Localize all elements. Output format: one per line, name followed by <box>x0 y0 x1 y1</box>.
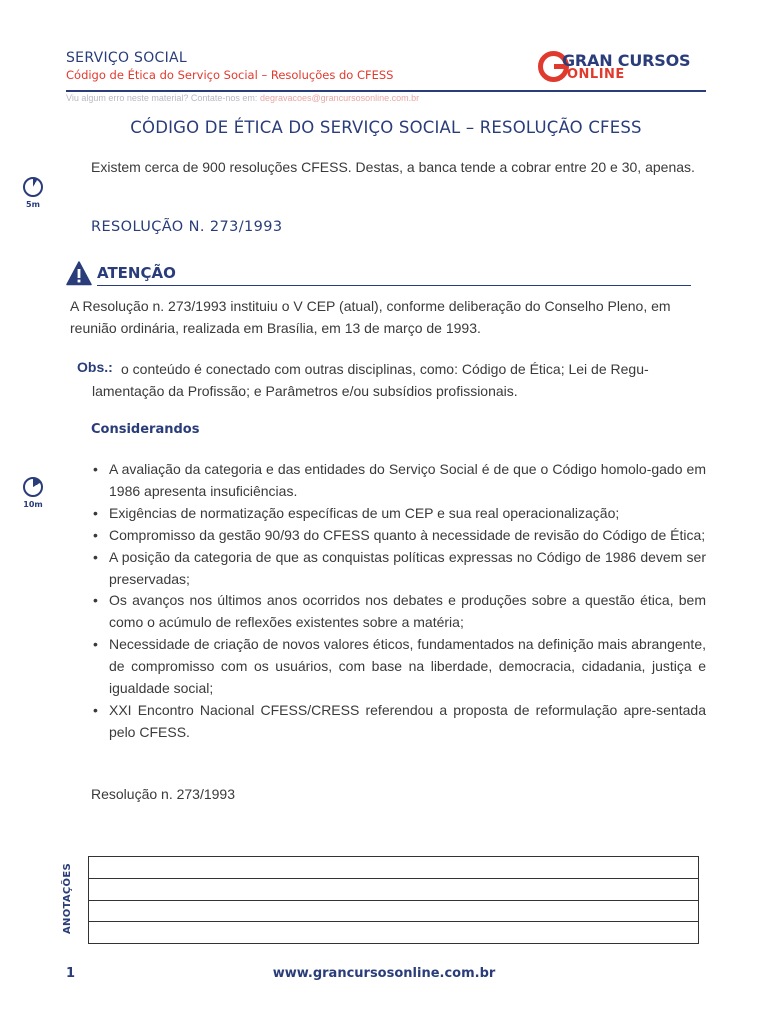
list-item-text: A posição da categoria de que as conquistas políticas expressas no Código de 1986 devem ser preservadas; <box>109 548 706 587</box>
notes-line <box>89 900 698 901</box>
list-item-text: XXI Encontro Nacional CFESS/CRESS referendou a proposta de reformulação apre-sentada pelo CFESS. <box>109 701 706 740</box>
list-item-text: Os avanços nos últimos anos ocorridos nos debates e produções sobre a questão ética, bem como o acúmulo de reflexões existentes sobre a matéria; <box>109 592 706 631</box>
list-item <box>91 700 706 744</box>
logo-line1: GRAN CURSOS <box>562 51 691 70</box>
list-item <box>91 590 706 634</box>
obs-label: Obs.: <box>77 359 113 375</box>
notes-line <box>89 878 698 879</box>
obs-line-1: o conteúdo é conectado com outras disciplinas, como: Código de Ética; Lei de Regu- <box>121 361 649 377</box>
considerandos-heading: Considerandos <box>91 422 200 437</box>
list-item-text: Necessidade de criação de novos valores éticos, fundamentados na definição mais abrangente, de compromisso com os usuários, com base na liberdade, democracia, cidadania, justiça e igualdade social; <box>109 636 706 697</box>
contact-prefix: Viu algum erro neste material? Contate-nos em: <box>66 93 260 103</box>
list-item-text: Compromisso da gestão 90/93 do CFESS quanto à necessidade de revisão do Código de Ética; <box>109 526 706 543</box>
list-item <box>91 634 706 700</box>
header-title: SERVIÇO SOCIAL <box>66 50 188 66</box>
bullet-icon: • <box>93 526 98 543</box>
list-item-text: A avaliação da categoria e das entidades do Serviço Social é de que o Código homolo-gado em 1986 apresenta insuficiências. <box>109 461 706 499</box>
gran-cursos-logo <box>538 50 708 84</box>
resolution-reference: Resolução n. 273/1993 <box>91 786 235 802</box>
bullet-icon: • <box>93 461 98 477</box>
bullet-icon: • <box>93 592 98 609</box>
bullet-icon: • <box>93 636 98 653</box>
bullet-icon: • <box>93 504 98 521</box>
footer-url-link[interactable]: www.grancursosonline.com.br <box>272 966 496 981</box>
considerandos-list <box>91 459 706 744</box>
list-item <box>91 525 706 547</box>
timer-5m <box>20 177 46 209</box>
logo-line2: ONLINE <box>567 67 625 82</box>
resolution-heading: RESOLUÇÃO N. 273/1993 <box>91 219 283 235</box>
timer-label: 10m <box>23 500 43 509</box>
notes-line <box>89 921 698 922</box>
notes-box[interactable] <box>88 856 699 944</box>
header-contact <box>66 93 419 103</box>
warning-icon <box>66 261 92 286</box>
intro-paragraph: Existem cerca de 900 resoluções CFESS. Destas, a banca tende a cobrar entre 20 e 30, apenas. <box>91 159 695 175</box>
page-number: 1 <box>66 966 76 981</box>
timer-label: 5m <box>26 200 40 209</box>
timer-icon <box>23 177 43 197</box>
bullet-icon: • <box>93 548 98 565</box>
header-subtitle: Código de Ética do Serviço Social – Resoluções do CFESS <box>66 68 394 82</box>
header-divider <box>66 90 706 92</box>
attention-paragraph: A Resolução n. 273/1993 instituiu o V CEP (atual), conforme deliberação do Conselho Pleno, em reunião ordinária, realizada em Brasília, em 13 de março de 1993. <box>70 298 671 336</box>
list-item <box>91 503 706 525</box>
list-item-text: Exigências de normatização específicas de um CEP e sua real operacionalização; <box>109 504 620 521</box>
attention-divider <box>97 285 691 286</box>
list-item <box>91 547 706 591</box>
obs-line-2: lamentação da Profissão; e Parâmetros e/ou subsídios profissionais. <box>92 382 518 399</box>
bullet-icon: • <box>93 701 98 718</box>
document-title: CÓDIGO DE ÉTICA DO SERVIÇO SOCIAL – RESOLUÇÃO CFESS <box>130 118 642 137</box>
attention-label: ATENÇÃO <box>97 264 176 282</box>
notes-label: ANOTAÇÕES <box>62 863 73 934</box>
contact-email-link[interactable]: degravacoes@grancursosonline.com.br <box>259 93 420 103</box>
timer-10m <box>20 477 46 509</box>
list-item <box>91 459 706 503</box>
timer-icon <box>23 477 43 497</box>
